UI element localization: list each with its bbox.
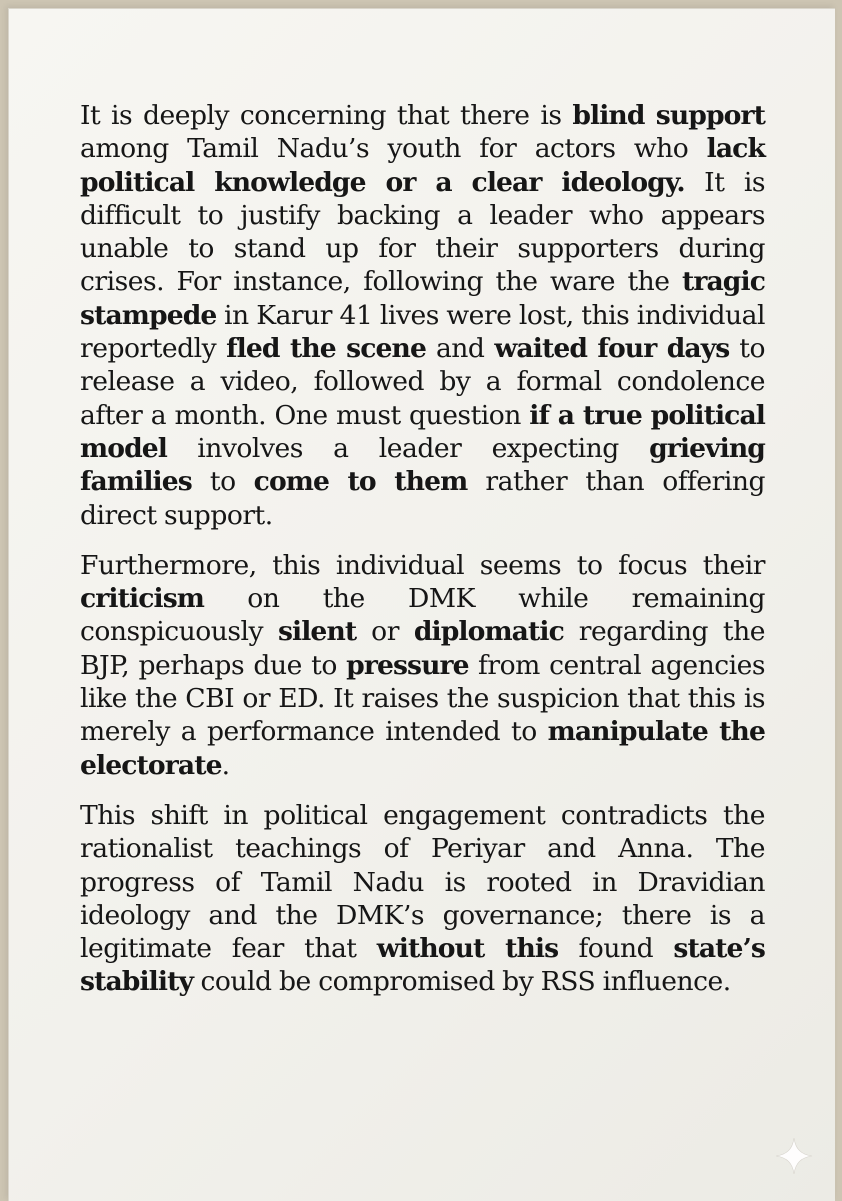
- bold-phrase: lack political knowledge or a clear ideology.: [80, 133, 765, 198]
- text-run: .: [221, 749, 230, 781]
- text-run: could be compromised by RSS influence.: [193, 966, 731, 998]
- bold-phrase: if a true political model: [80, 399, 765, 464]
- text-run: rather than offering direct support.: [80, 466, 765, 531]
- bold-phrase: come to them: [253, 466, 468, 498]
- text-run: found: [558, 933, 674, 965]
- text-run: Furthermore, this individual seems to focus their: [80, 549, 765, 581]
- bold-phrase: without this: [376, 933, 559, 965]
- bold-phrase: pressure: [346, 649, 469, 681]
- bold-phrase: manipulate the electorate: [80, 716, 765, 781]
- text-run: to release a video, followed by a formal condolence after a month. One must question: [80, 333, 765, 431]
- text-run: It is difficult to justify backing a leader who appears unable to stand up for their supporters during crises. For instance, following the ware the: [80, 166, 765, 298]
- text-run: from central agencies like the CBI or ED. It raises the suspicion that this is merely a performance intended to: [80, 649, 765, 748]
- bold-phrase: waited four days: [494, 333, 730, 365]
- paragraph-1: [80, 99, 765, 532]
- paragraph-3: [80, 799, 765, 999]
- bold-phrase: grieving families: [80, 432, 765, 498]
- bold-phrase: state’s stability: [80, 933, 765, 998]
- text-run: to: [191, 466, 254, 498]
- text-run: in Karur 41 lives were lost, this individual reportedly: [80, 299, 765, 365]
- bold-phrase: fled the scene: [226, 333, 426, 365]
- bold-phrase: criticism: [80, 583, 204, 615]
- paper-sheet: [8, 8, 835, 1201]
- bold-phrase: diplomatic: [413, 616, 564, 648]
- paragraph-2: [80, 549, 765, 782]
- text-run: or: [356, 616, 414, 648]
- text-run: on the DMK while remaining conspicuously: [80, 583, 765, 648]
- text-run: and: [426, 333, 495, 365]
- document-body: [80, 99, 765, 1016]
- bold-phrase: blind support: [572, 100, 765, 131]
- text-run: involves a leader expecting: [167, 432, 650, 464]
- text-run: among Tamil Nadu’s youth for actors who: [80, 133, 707, 165]
- sparkle-icon: [774, 1136, 814, 1176]
- bold-phrase: tragic stampede: [80, 266, 765, 331]
- text-run: It is deeply concerning that there is: [80, 100, 573, 131]
- bold-phrase: silent: [277, 616, 357, 648]
- text-run: regarding the BJP, perhaps due to: [80, 616, 765, 681]
- text-run: This shift in political engagement contradicts the rationalist teachings of Periyar and Anna. The progress of Tamil Nadu is rooted in Dravidian ideology and the DMK’s governance; there is a legitimate fear that: [80, 799, 765, 965]
